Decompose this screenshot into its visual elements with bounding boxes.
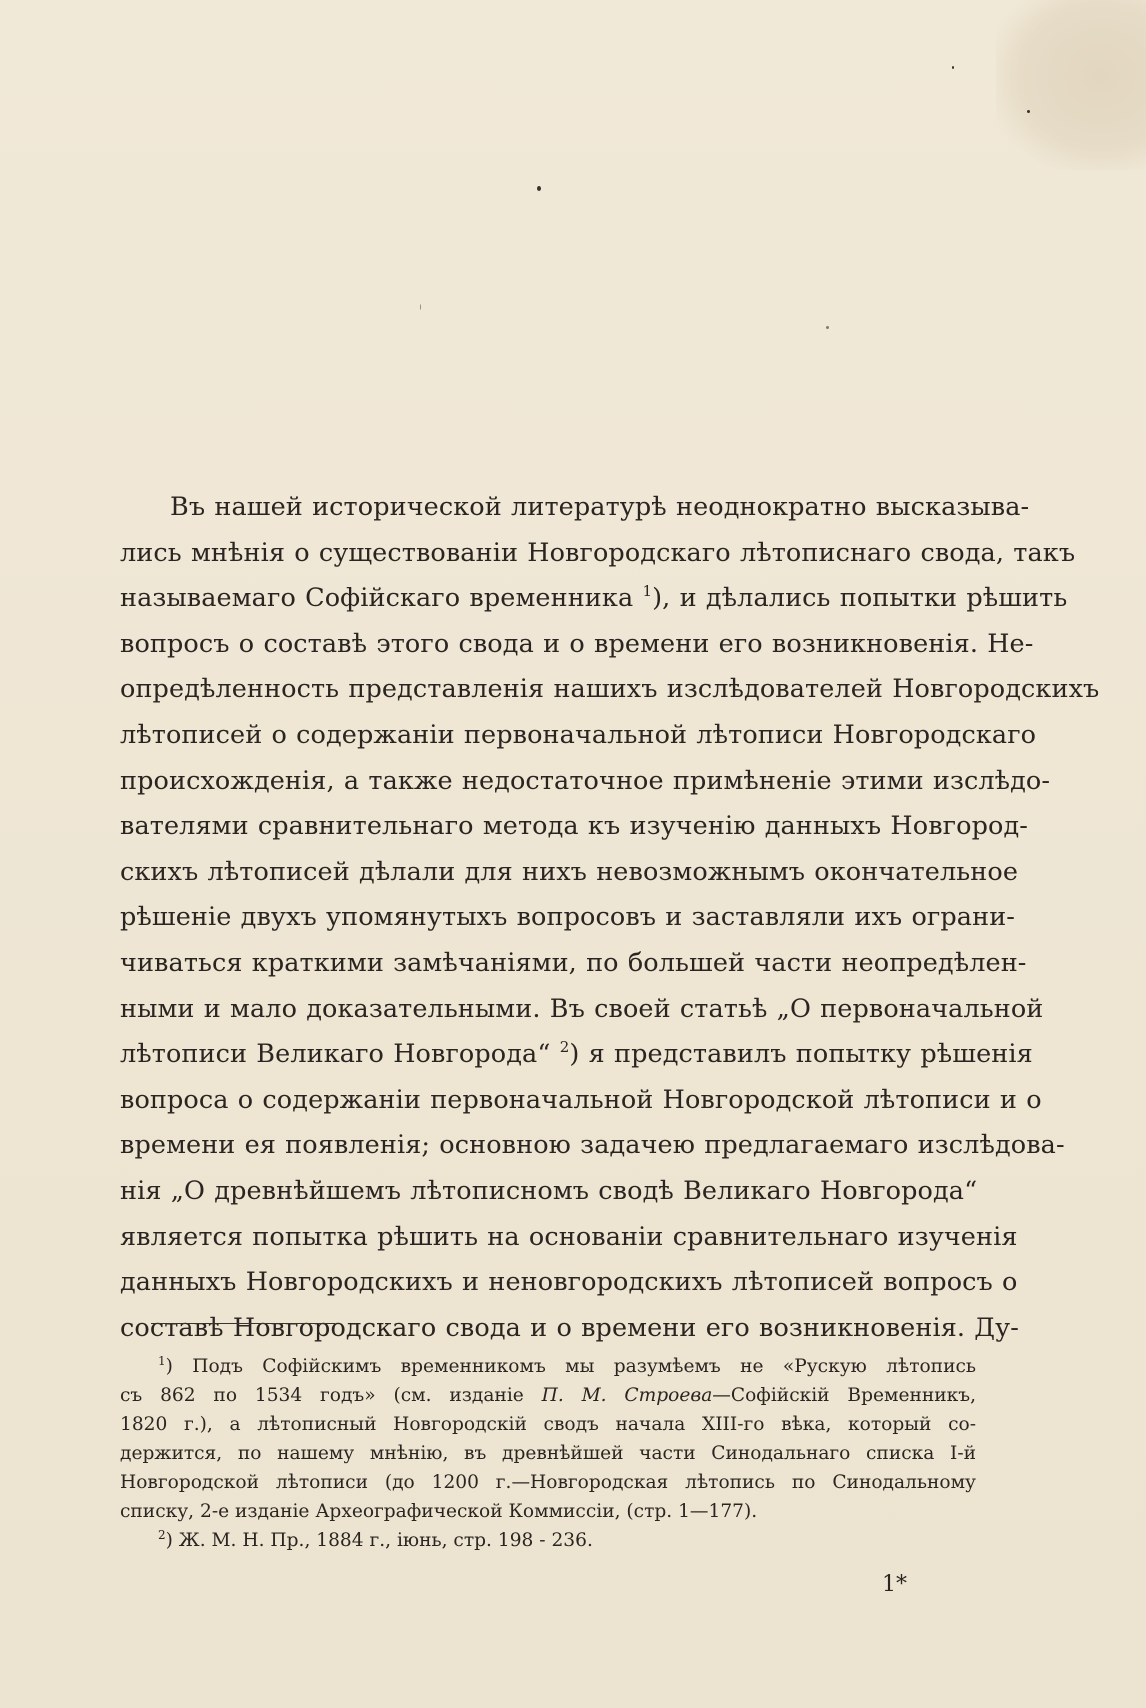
footnote-mark: 1 [158, 1354, 166, 1368]
footnote-line [120, 1526, 976, 1555]
text-line: чиваться краткими замѣчаніями, по большей части неопредѣлен- [120, 947, 1027, 978]
paper-stain [996, 0, 1146, 170]
text-line: опредѣленность представленія нашихъ изслѣдователей Новгородскихъ [120, 674, 1100, 705]
text-line: рѣшеніе двухъ упомянутыхъ вопросовъ и заставляли ихъ ограни- [120, 902, 1016, 933]
text-line: вопросъ о составѣ этого свода и о времени его возникновенія. Не- [120, 628, 1034, 659]
ink-speck [952, 66, 954, 69]
text-segment: называемаго Софійскаго временника [120, 583, 634, 614]
text-segment: лѣтописи Великаго Новгорода“ [120, 1039, 551, 1070]
footnote-line [120, 1381, 976, 1410]
footnote-line: Новгородской лѣтописи (до 1200 г.—Новгородская лѣтопись по Синодальному [120, 1472, 976, 1493]
text-line: данныхъ Новгородскихъ и неновгородскихъ лѣтописей вопросъ о [120, 1267, 1018, 1298]
ink-speck [826, 326, 829, 329]
author-name: П. М. Строева [541, 1385, 713, 1406]
text-line: составѣ Новгородскаго свода и о времени его возникновенія. Ду- [120, 1312, 1019, 1343]
text-line: нія „О древнѣйшемъ лѣтописномъ сводѣ Великаго Новгорода“ [120, 1175, 978, 1206]
text-line: скихъ лѣтописей дѣлали для нихъ невозможнымъ окончательное [120, 856, 1019, 887]
footnote-line: 1820 г.), а лѣтописный Новгородскій сводъ начала XIII-го вѣка, который со- [120, 1414, 976, 1435]
footnote-mark: 2 [158, 1528, 166, 1542]
footnote-line: держится, по нашему мнѣнію, въ древнѣйшей части Синодальнаго списка І-й [120, 1443, 976, 1464]
text-line [120, 576, 1068, 622]
ink-speck [420, 304, 421, 310]
page-number: 1* [882, 1572, 907, 1597]
footnote-line: списку, 2-е изданіе Археографической Коммиссіи, (стр. 1—177). [120, 1501, 758, 1522]
footnote-ref: 1 [642, 582, 653, 601]
text-line: лѣтописей о содержаніи первоначальной лѣтописи Новгородскаго [120, 719, 1037, 750]
footnote-line [120, 1352, 976, 1381]
ink-speck [1027, 110, 1030, 113]
text-line: Въ нашей исторической литературѣ неоднократно высказыва- [170, 492, 1030, 522]
text-segment: ) я представилъ попытку рѣшенія [569, 1039, 1033, 1070]
text-segment: ) Подъ Софійскимъ временникомъ мы разумѣемъ не «Рускую лѣтопись [165, 1356, 976, 1377]
text-line: происхожденія, а также недостаточное примѣненіе этими изслѣдо- [120, 765, 1051, 796]
text-line: вопроса о содержаніи первоначальной Новгородской лѣтописи и о [120, 1084, 1042, 1115]
text-segment: ) Ж. М. Н. Пр., 1884 г., іюнь, стр. 198 - 236. [165, 1530, 593, 1551]
text-line: лись мнѣнія о существованіи Новгородскаго лѣтописнаго свода, такъ [120, 537, 1076, 568]
text-segment: съ 862 по 1534 годъ» (см. изданіе [120, 1385, 524, 1406]
footnotes [120, 1352, 976, 1555]
text-line [120, 1032, 1033, 1078]
text-line: ными и мало доказательными. Въ своей статьѣ „О первоначальной [120, 993, 1044, 1024]
main-paragraph [120, 485, 1100, 1351]
text-segment: —Софійскій Временникъ, [712, 1385, 976, 1406]
text-line: вателями сравнительнаго метода къ изученію данныхъ Новгород- [120, 811, 1028, 842]
text-line: времени ея появленія; основною задачею предлагаемаго изслѣдова- [120, 1130, 1065, 1161]
footnote-separator [151, 1323, 335, 1324]
text-line: является попытка рѣшить на основаніи сравнительнаго изученія [120, 1221, 1018, 1252]
footnote-ref: 2 [559, 1038, 570, 1057]
text-segment: ), и дѣлались попытки рѣшить [652, 583, 1068, 614]
ink-speck [537, 186, 541, 191]
